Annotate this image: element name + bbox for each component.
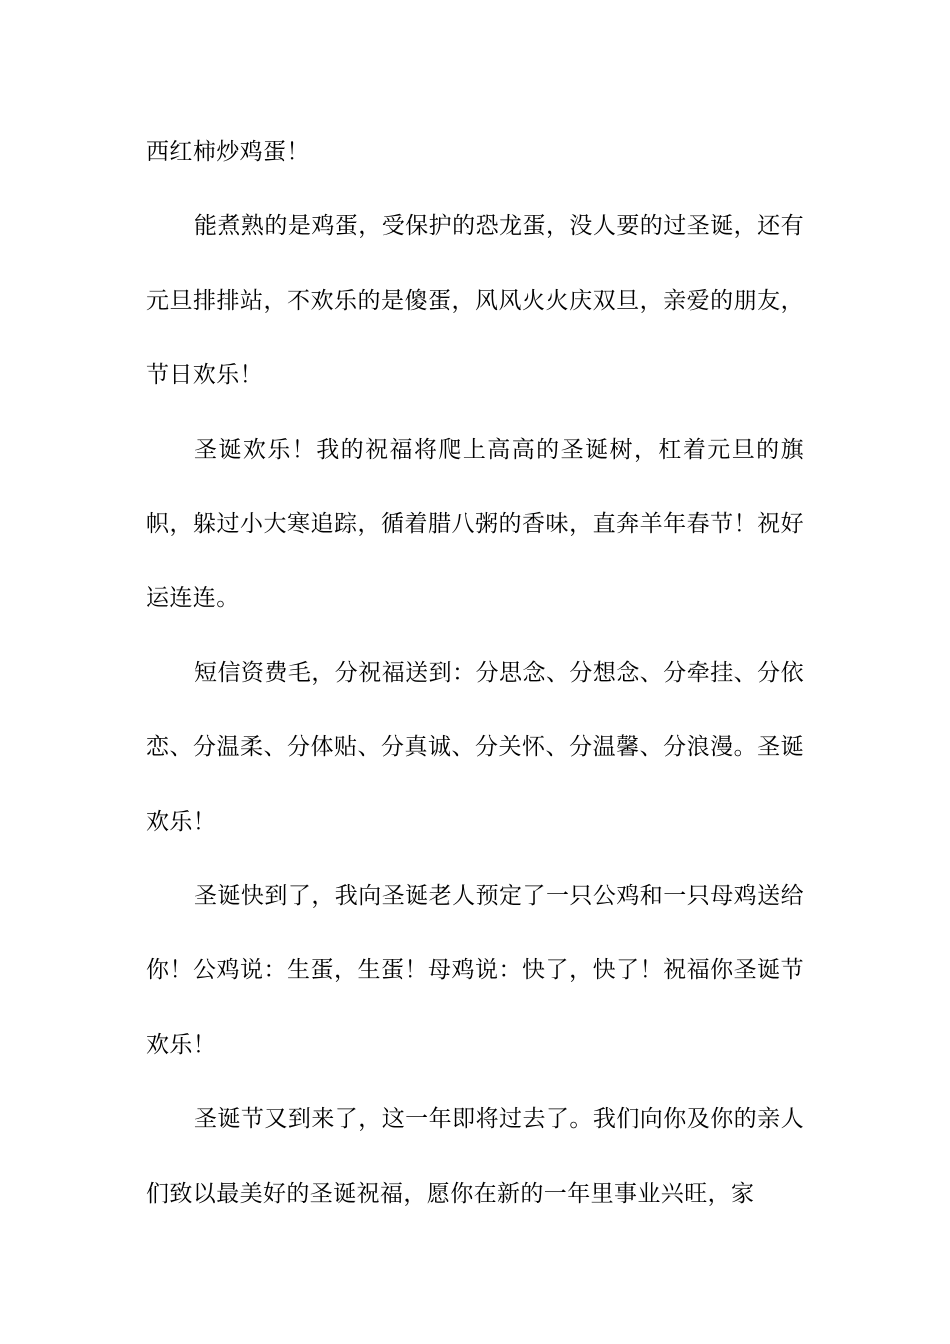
paragraph-4: 短信资费毛，分祝福送到：分思念、分想念、分牵挂、分依恋、分温柔、分体贴、分真诚、分关怀、分温馨、分浪漫。圣诞欢乐！ bbox=[146, 659, 804, 835]
paragraph-6: 圣诞节又到来了，这一年即将过去了。我们向你及你的亲人们致以最美好的圣诞祝福，愿你在新的一年里事业兴旺，家 bbox=[146, 1106, 804, 1207]
paragraph-3: 圣诞欢乐！我的祝福将爬上高高的圣诞树，杠着元旦的旗帜，躲过小大寒追踪，循着腊八粥的香味，直奔羊年春节！祝好运连连。 bbox=[146, 436, 804, 612]
paragraph-2: 能煮熟的是鸡蛋，受保护的恐龙蛋，没人要的过圣诞，还有元旦排排站，不欢乐的是傻蛋，风风火火庆双旦，亲爱的朋友，节日欢乐！ bbox=[146, 213, 804, 389]
document-body bbox=[146, 115, 804, 1231]
paragraph-5: 圣诞快到了，我向圣诞老人预定了一只公鸡和一只母鸡送给你！公鸡说：生蛋，生蛋！母鸡说：快了，快了！祝福你圣诞节欢乐！ bbox=[146, 883, 804, 1058]
paragraph-1: 西红柿炒鸡蛋！ bbox=[146, 139, 310, 165]
